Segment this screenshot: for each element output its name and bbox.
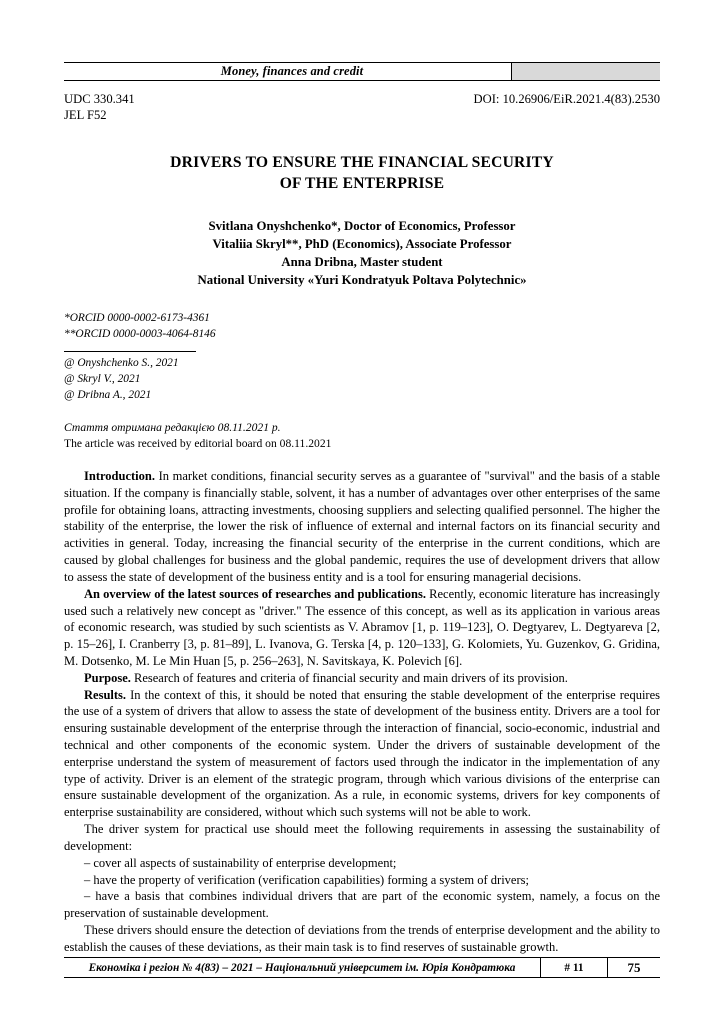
udc-code: UDC 330.341 bbox=[64, 92, 135, 106]
list-item: – cover all aspects of sustainability of enterprise development; bbox=[84, 855, 397, 870]
paragraph-text: Recently, economic literature has increasingly used such a relatively new concept as "driver." The essence of this concept, as well as its application in various areas of economic research, was studied by such scientists as V. Abramov [1, p. 119–123], O. Degtyarev, L. Degtyareva [2, p. 15–26], I. Cranberry [3, p. 81–89], L. Ivanova, G. Terska [4, p. 120–133], G. Kolomiets, Yu. Guzenkov, G. Gridina, M. Dotsenko, M. Le Min Huan [5, p. 256–263], N. Savitskaya, K. Polevich [6]. bbox=[64, 586, 660, 668]
paragraph-results bbox=[64, 687, 660, 822]
page-title bbox=[64, 152, 660, 195]
divider bbox=[64, 351, 196, 352]
paragraph-text: In market conditions, financial security serves as a guarantee of "survival" and the basis of a stable situation. If the company is financially stable, solvent, it has a number of advantages over other enterprises of the same profile for obtaining loans, attracting investments, choosing suppliers and selecting qualified personnel. The higher the stability of the enterprise, the lower the risk of influence of external and internal factors on its financial security and activities in general. Today, increasing the financial security of the enterprise in the current conditions, which are caused by global challenges for business and the global pandemic, requires the use of development drivers that allow to assess the state of development of the business entity and is a tool for ensuring managerial decisions. bbox=[64, 469, 660, 584]
author-list bbox=[64, 217, 660, 290]
received-block bbox=[64, 420, 660, 452]
metadata-row bbox=[64, 92, 660, 124]
page-footer bbox=[64, 957, 660, 978]
footer-issue-number: # 11 bbox=[540, 958, 607, 977]
paragraph-final: These drivers should ensure the detection of deviations from the trends of enterprise development and the ability to establish the causes of these deviations, as their main task is to find reserves of sustainable growth. bbox=[64, 922, 660, 954]
received-date-en: The article was received by editorial board on 08.11.2021 bbox=[64, 436, 332, 450]
classification-codes bbox=[64, 92, 135, 124]
title-line-2: OF THE ENTERPRISE bbox=[279, 175, 445, 193]
paragraph-introduction bbox=[64, 468, 660, 586]
running-head-box bbox=[511, 63, 660, 80]
received-date-ua: Стаття отримана редакцією 08.11.2021 р. bbox=[64, 420, 281, 434]
author-line: Anna Dribna, Master student bbox=[281, 255, 443, 270]
jel-code: JEL F52 bbox=[64, 107, 107, 122]
section-label-results: Results. bbox=[84, 687, 127, 702]
paragraph-overview bbox=[64, 586, 660, 670]
list-item: – have a basis that combines individual drivers that are part of the economic system, namely, a focus on the preservation of sustainable development. bbox=[64, 889, 660, 921]
title-line-1: DRIVERS TO ENSURE THE FINANCIAL SECURITY bbox=[170, 153, 554, 171]
paragraph-purpose bbox=[64, 670, 660, 687]
orcid-block bbox=[64, 311, 660, 342]
section-label-purpose: Purpose. bbox=[84, 670, 131, 685]
running-head-title: Money, finances and credit bbox=[220, 64, 364, 78]
affiliation-line: National University «Yuri Kondratyuk Poltava Polytechnic» bbox=[197, 273, 527, 288]
running-head bbox=[64, 62, 660, 81]
author-line: Vitaliia Skryl**, PhD (Economics), Associate Professor bbox=[212, 236, 512, 251]
section-label-introduction: Introduction. bbox=[84, 469, 155, 484]
paragraph-requirements: The driver system for practical use should meet the following requirements in assessing the sustainability of development: bbox=[64, 822, 660, 853]
copyright-line: @ Onyshchenko S., 2021 bbox=[64, 357, 179, 370]
article-body bbox=[64, 468, 660, 956]
doi-code: DOI: 10.26906/EiR.2021.4(83).2530 bbox=[473, 92, 660, 106]
list-item: – have the property of verification (verification capabilities) forming a system of drivers; bbox=[84, 872, 529, 887]
copyright-line: @ Skryl V., 2021 bbox=[64, 373, 141, 386]
section-label-overview: An overview of the latest sources of researches and publications. bbox=[84, 586, 426, 601]
paragraph-text: In the context of this, it should be noted that ensuring the stable development of the enterprise requires the use of a system of drivers that allow to assess the state of development of the business entity. Drivers are a tool for ensuring sustainable development of the enterprise through the interaction of financial, socio-economic, industrial and technical and other components of the economic system. Under the drivers of sustainable development of the enterprise understand the system of measurement of factors used through the indicator in the implementation of any type of activity. Driver is an element of the strategic program, through which various divisions of the enterprise can ensure sustainable development of the organization. As a rule, in economic systems, drivers for key components of enterprise sustainability are considered, without which such systems will not be able to work. bbox=[64, 687, 660, 820]
copyright-block bbox=[64, 356, 660, 403]
paragraph-text: Research of features and criteria of financial security and main drivers of its provision. bbox=[130, 670, 568, 685]
orcid-line: **ORCID 0000-0003-4064-8146 bbox=[64, 327, 216, 340]
copyright-line: @ Dribna A., 2021 bbox=[64, 388, 152, 401]
author-line: Svitlana Onyshchenko*, Doctor of Economics, Professor bbox=[208, 218, 516, 233]
orcid-line: *ORCID 0000-0002-6173-4361 bbox=[64, 312, 210, 325]
footer-journal-title: Економіка і регіон № 4(83) – 2021 – Національний університет ім. Юрія Кондратюка bbox=[88, 961, 516, 974]
footer-page-number: 75 bbox=[607, 958, 660, 977]
